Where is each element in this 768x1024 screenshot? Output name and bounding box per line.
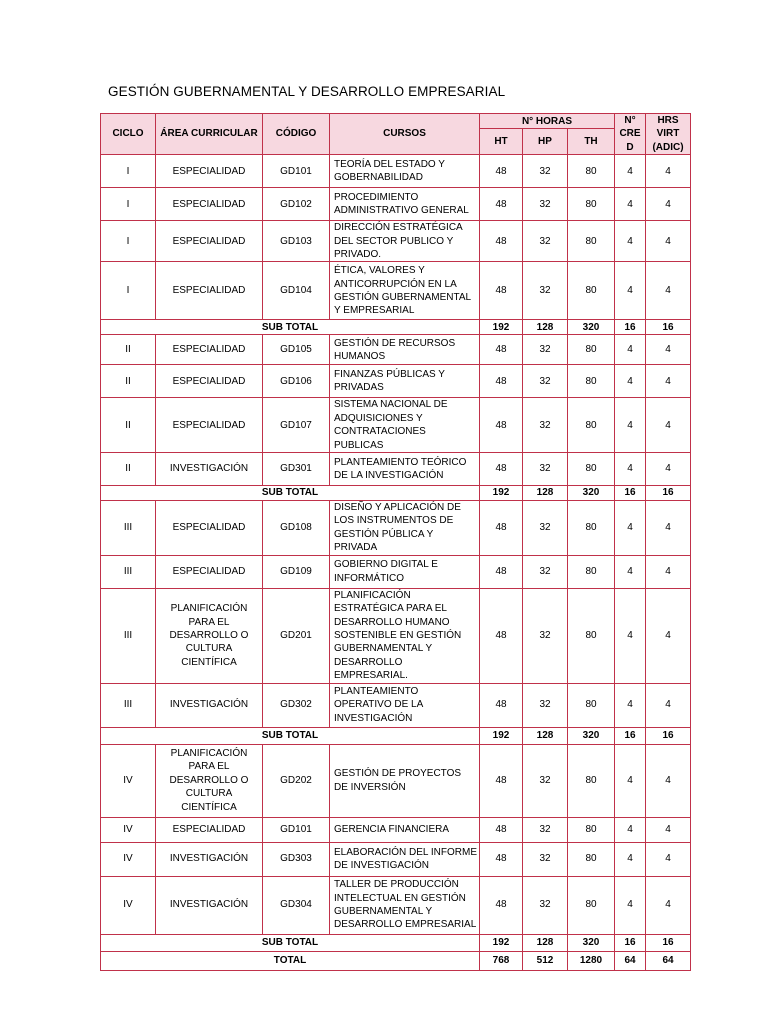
cell-cred: 64: [615, 951, 646, 970]
cell-ht: 48: [480, 817, 523, 842]
cell-cred: 4: [615, 817, 646, 842]
cell-cred: 16: [615, 486, 646, 501]
cell-hp: 32: [523, 744, 568, 817]
cell-codigo: GD101: [263, 155, 330, 188]
cell-ciclo: IV: [101, 744, 156, 817]
cell-ht: 48: [480, 501, 523, 556]
table-row: [101, 842, 691, 876]
cell-ciclo: III: [101, 683, 156, 727]
cell-codigo: GD302: [263, 683, 330, 727]
cell-virt: 4: [646, 398, 691, 453]
subtotal-label: SUB TOTAL: [101, 934, 480, 951]
cell-cred: 16: [615, 320, 646, 335]
cell-area: ESPECIALIDAD: [156, 365, 263, 398]
cell-ciclo: I: [101, 221, 156, 262]
cell-ht: 48: [480, 876, 523, 934]
header-hp: HP: [523, 129, 568, 155]
cell-th: 80: [568, 155, 615, 188]
cell-ciclo: I: [101, 155, 156, 188]
cell-hp: 32: [523, 398, 568, 453]
cell-ciclo: II: [101, 453, 156, 486]
cell-area: PLANIFICACIÓN PARA EL DESARROLLO O CULTURA CIENTÍFICA: [156, 588, 263, 683]
cell-curso: DIRECCIÓN ESTRATÉGICA DEL SECTOR PUBLICO Y PRIVADO.: [330, 221, 480, 262]
cell-ciclo: III: [101, 555, 156, 588]
cell-codigo: GD103: [263, 221, 330, 262]
cell-virt: 4: [646, 221, 691, 262]
cell-ciclo: I: [101, 188, 156, 221]
cell-ht: 192: [480, 486, 523, 501]
curriculum-table: [100, 113, 691, 971]
cell-curso: PLANTEAMIENTO OPERATIVO DE LA INVESTIGACIÓN: [330, 683, 480, 727]
cell-hp: 32: [523, 262, 568, 320]
cell-area: ESPECIALIDAD: [156, 335, 263, 365]
cell-virt: 4: [646, 842, 691, 876]
cell-virt: 4: [646, 335, 691, 365]
cell-ht: 48: [480, 398, 523, 453]
table-row: [101, 453, 691, 486]
cell-hp: 32: [523, 842, 568, 876]
cell-area: ESPECIALIDAD: [156, 817, 263, 842]
cell-th: 80: [568, 188, 615, 221]
cell-virt: 4: [646, 188, 691, 221]
cell-ht: 48: [480, 453, 523, 486]
cell-cred: 16: [615, 934, 646, 951]
cell-curso: PROCEDIMIENTO ADMINISTRATIVO GENERAL: [330, 188, 480, 221]
cell-th: 320: [568, 934, 615, 951]
cell-ciclo: IV: [101, 842, 156, 876]
header-ciclo: CICLO: [101, 114, 156, 155]
cell-hp: 512: [523, 951, 568, 970]
total-row: [101, 951, 691, 970]
cell-curso: ÉTICA, VALORES Y ANTICORRUPCIÓN EN LA GESTIÓN GUBERNAMENTAL Y EMPRESARIAL: [330, 262, 480, 320]
table-row: [101, 588, 691, 683]
cell-area: INVESTIGACIÓN: [156, 683, 263, 727]
cell-hp: 32: [523, 155, 568, 188]
cell-cred: 16: [615, 727, 646, 744]
cell-hp: 32: [523, 876, 568, 934]
cell-area: ESPECIALIDAD: [156, 262, 263, 320]
cell-hp: 128: [523, 934, 568, 951]
cell-virt: 16: [646, 727, 691, 744]
cell-curso: ELABORACIÓN DEL INFORME DE INVESTIGACIÓN: [330, 842, 480, 876]
cell-cred: 4: [615, 842, 646, 876]
cell-curso: SISTEMA NACIONAL DE ADQUISICIONES Y CONTRATACIONES PUBLICAS: [330, 398, 480, 453]
cell-curso: PLANTEAMIENTO TEÓRICO DE LA INVESTIGACIÓN: [330, 453, 480, 486]
cell-virt: 16: [646, 486, 691, 501]
cell-virt: 4: [646, 744, 691, 817]
subtotal-label: SUB TOTAL: [101, 320, 480, 335]
table-row: [101, 555, 691, 588]
cell-curso: TALLER DE PRODUCCIÓN INTELECTUAL EN GESTIÓN GUBERNAMENTAL Y DESARROLLO EMPRESARIAL: [330, 876, 480, 934]
cell-virt: 4: [646, 453, 691, 486]
cell-codigo: GD102: [263, 188, 330, 221]
cell-ht: 48: [480, 683, 523, 727]
cell-cred: 4: [615, 262, 646, 320]
cell-ht: 48: [480, 588, 523, 683]
table-row: [101, 188, 691, 221]
cell-curso: TEORÍA DEL ESTADO Y GOBERNABILIDAD: [330, 155, 480, 188]
cell-ht: 192: [480, 320, 523, 335]
cell-virt: 4: [646, 683, 691, 727]
cell-th: 80: [568, 744, 615, 817]
cell-curso: PLANIFICACIÓN ESTRATÉGICA PARA EL DESARROLLO HUMANO SOSTENIBLE EN GESTIÓN GUBERNAMENTAL Y DESARROLLO EMPRESARIAL.: [330, 588, 480, 683]
cell-th: 80: [568, 876, 615, 934]
header-horas: N° HORAS: [480, 114, 615, 129]
table-row: [101, 335, 691, 365]
cell-th: 80: [568, 842, 615, 876]
subtotal-label: SUB TOTAL: [101, 727, 480, 744]
cell-th: 80: [568, 588, 615, 683]
cell-th: 320: [568, 320, 615, 335]
cell-th: 80: [568, 817, 615, 842]
cell-th: 80: [568, 398, 615, 453]
cell-cred: 4: [615, 876, 646, 934]
table-row: [101, 744, 691, 817]
cell-ht: 192: [480, 727, 523, 744]
cell-virt: 64: [646, 951, 691, 970]
subtotal-row: [101, 727, 691, 744]
cell-codigo: GD109: [263, 555, 330, 588]
cell-cred: 4: [615, 555, 646, 588]
cell-area: ESPECIALIDAD: [156, 398, 263, 453]
subtotal-row: [101, 934, 691, 951]
cell-codigo: GD301: [263, 453, 330, 486]
table-body: [101, 155, 691, 970]
cell-hp: 32: [523, 188, 568, 221]
cell-area: ESPECIALIDAD: [156, 188, 263, 221]
cell-cred: 4: [615, 221, 646, 262]
table-row: [101, 817, 691, 842]
cell-area: INVESTIGACIÓN: [156, 842, 263, 876]
cell-ht: 48: [480, 221, 523, 262]
header-area: ÁREA CURRICULAR: [156, 114, 263, 155]
cell-hp: 32: [523, 683, 568, 727]
subtotal-row: [101, 320, 691, 335]
header-ht: HT: [480, 129, 523, 155]
total-label: TOTAL: [101, 951, 480, 970]
cell-ht: 48: [480, 155, 523, 188]
cell-hp: 32: [523, 453, 568, 486]
cell-cred: 4: [615, 501, 646, 556]
cell-area: PLANIFICACIÓN PARA EL DESARROLLO O CULTURA CIENTÍFICA: [156, 744, 263, 817]
cell-ciclo: II: [101, 398, 156, 453]
subtotal-label: SUB TOTAL: [101, 486, 480, 501]
cell-ht: 48: [480, 262, 523, 320]
cell-virt: 4: [646, 155, 691, 188]
cell-virt: 4: [646, 876, 691, 934]
cell-curso: GOBIERNO DIGITAL E INFORMÁTICO: [330, 555, 480, 588]
cell-codigo: GD107: [263, 398, 330, 453]
cell-codigo: GD108: [263, 501, 330, 556]
cell-virt: 4: [646, 501, 691, 556]
cell-ht: 48: [480, 744, 523, 817]
cell-th: 80: [568, 262, 615, 320]
cell-hp: 32: [523, 555, 568, 588]
cell-ht: 48: [480, 365, 523, 398]
cell-hp: 128: [523, 727, 568, 744]
table-row: [101, 876, 691, 934]
cell-ciclo: III: [101, 588, 156, 683]
table-row: [101, 155, 691, 188]
cell-virt: 16: [646, 934, 691, 951]
document-title: GESTIÓN GUBERNAMENTAL Y DESARROLLO EMPRESARIAL: [108, 84, 506, 99]
cell-curso: GERENCIA FINANCIERA: [330, 817, 480, 842]
cell-ciclo: III: [101, 501, 156, 556]
cell-cred: 4: [615, 365, 646, 398]
cell-th: 80: [568, 221, 615, 262]
cell-th: 80: [568, 365, 615, 398]
cell-virt: 4: [646, 817, 691, 842]
cell-ht: 768: [480, 951, 523, 970]
cell-ciclo: II: [101, 365, 156, 398]
cell-th: 80: [568, 683, 615, 727]
cell-codigo: GD104: [263, 262, 330, 320]
cell-hp: 128: [523, 486, 568, 501]
cell-ciclo: IV: [101, 876, 156, 934]
subtotal-row: [101, 486, 691, 501]
cell-th: 80: [568, 453, 615, 486]
header-codigo: CÓDIGO: [263, 114, 330, 155]
cell-hp: 32: [523, 365, 568, 398]
cell-cred: 4: [615, 588, 646, 683]
cell-th: 80: [568, 555, 615, 588]
cell-hp: 32: [523, 588, 568, 683]
table-row: [101, 221, 691, 262]
cell-codigo: GD304: [263, 876, 330, 934]
cell-codigo: GD105: [263, 335, 330, 365]
cell-curso: DISEÑO Y APLICACIÓN DE LOS INSTRUMENTOS DE GESTIÓN PÚBLICA Y PRIVADA: [330, 501, 480, 556]
header-hrs-virt: HRS VIRT (ADIC): [646, 114, 691, 155]
cell-cred: 4: [615, 744, 646, 817]
cell-area: ESPECIALIDAD: [156, 155, 263, 188]
table-row: [101, 501, 691, 556]
cell-curso: FINANZAS PÚBLICAS Y PRIVADAS: [330, 365, 480, 398]
table-row: [101, 262, 691, 320]
cell-codigo: GD101: [263, 817, 330, 842]
cell-hp: 32: [523, 335, 568, 365]
cell-cred: 4: [615, 398, 646, 453]
table-row: [101, 398, 691, 453]
table-row: [101, 683, 691, 727]
cell-th: 80: [568, 501, 615, 556]
cell-cred: 4: [615, 683, 646, 727]
cell-th: 320: [568, 727, 615, 744]
cell-codigo: GD303: [263, 842, 330, 876]
cell-ht: 48: [480, 188, 523, 221]
header-th: TH: [568, 129, 615, 155]
cell-ht: 48: [480, 842, 523, 876]
cell-th: 80: [568, 335, 615, 365]
cell-ht: 192: [480, 934, 523, 951]
cell-virt: 4: [646, 555, 691, 588]
cell-virt: 16: [646, 320, 691, 335]
cell-area: ESPECIALIDAD: [156, 221, 263, 262]
cell-curso: GESTIÓN DE RECURSOS HUMANOS: [330, 335, 480, 365]
cell-area: INVESTIGACIÓN: [156, 453, 263, 486]
header-cursos: CURSOS: [330, 114, 480, 155]
cell-curso: GESTIÓN DE PROYECTOS DE INVERSIÓN: [330, 744, 480, 817]
cell-th: 1280: [568, 951, 615, 970]
header-creditos: N° CRE D: [615, 114, 646, 155]
cell-cred: 4: [615, 155, 646, 188]
cell-codigo: GD201: [263, 588, 330, 683]
cell-area: ESPECIALIDAD: [156, 501, 263, 556]
cell-ciclo: IV: [101, 817, 156, 842]
table-row: [101, 365, 691, 398]
cell-hp: 32: [523, 221, 568, 262]
cell-ht: 48: [480, 335, 523, 365]
cell-ciclo: I: [101, 262, 156, 320]
cell-cred: 4: [615, 188, 646, 221]
cell-hp: 32: [523, 501, 568, 556]
cell-virt: 4: [646, 588, 691, 683]
cell-ciclo: II: [101, 335, 156, 365]
cell-hp: 32: [523, 817, 568, 842]
cell-area: ESPECIALIDAD: [156, 555, 263, 588]
table-header: [101, 114, 691, 155]
cell-codigo: GD106: [263, 365, 330, 398]
cell-hp: 128: [523, 320, 568, 335]
cell-th: 320: [568, 486, 615, 501]
cell-virt: 4: [646, 262, 691, 320]
cell-cred: 4: [615, 453, 646, 486]
cell-codigo: GD202: [263, 744, 330, 817]
cell-cred: 4: [615, 335, 646, 365]
cell-virt: 4: [646, 365, 691, 398]
cell-ht: 48: [480, 555, 523, 588]
cell-area: INVESTIGACIÓN: [156, 876, 263, 934]
